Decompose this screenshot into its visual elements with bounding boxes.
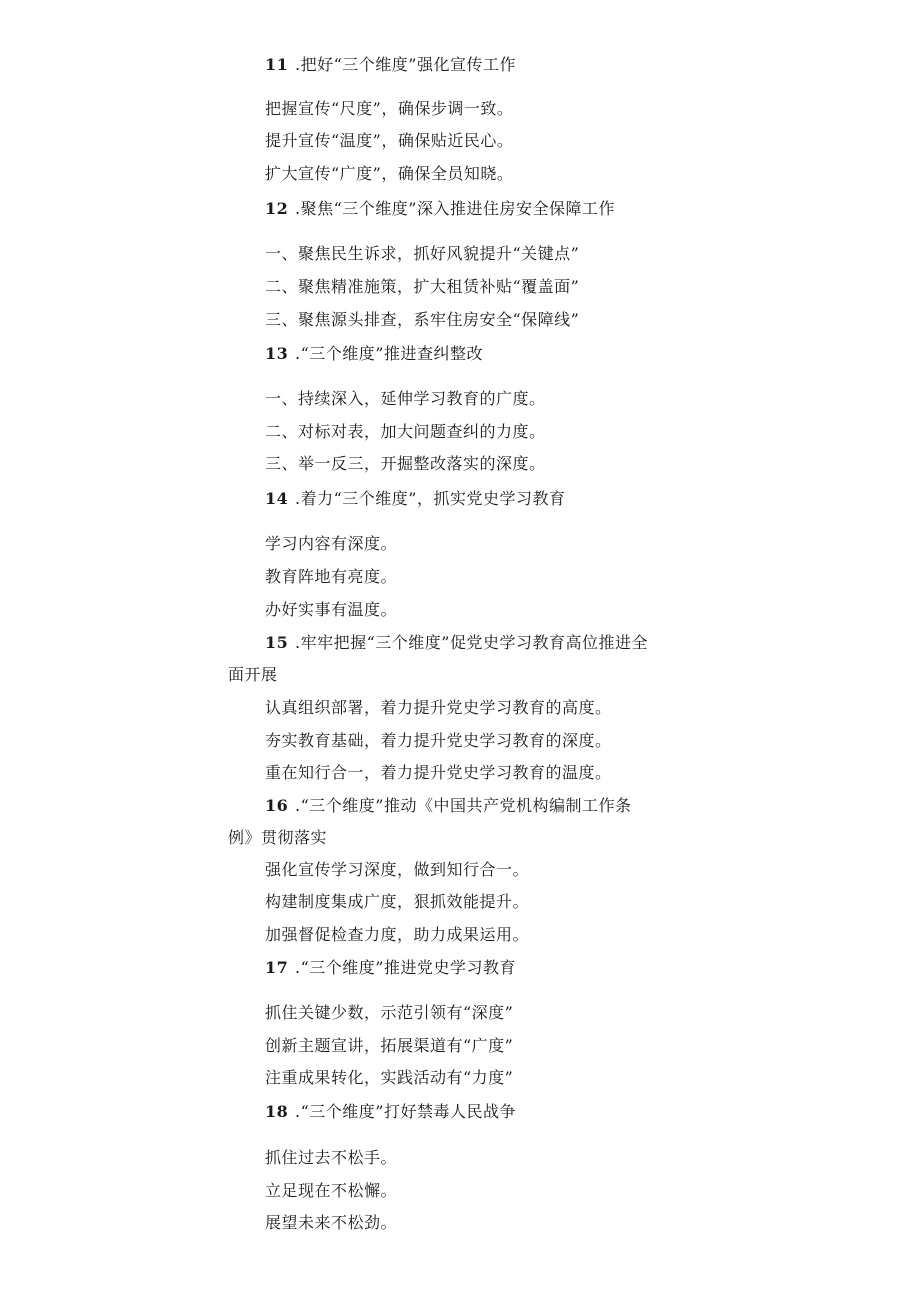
list-item: 认真组织部署，着力提升党史学习教育的高度。 <box>265 698 612 717</box>
section-title: .“三个维度”推进查纠整改 <box>295 344 483 363</box>
section-heading <box>265 958 516 978</box>
list-item: 二、聚焦精准施策，扩大租赁补贴“覆盖面” <box>265 277 580 296</box>
section-number: 13 <box>265 344 289 363</box>
list-item: 提升宣传“温度”，确保贴近民心。 <box>265 131 514 150</box>
list-item: 教育阵地有亮度。 <box>265 567 398 586</box>
list-item: 把握宣传“尺度”，确保步调一致。 <box>265 99 514 118</box>
list-item: 立足现在不松懈。 <box>265 1181 398 1200</box>
section-title-continuation: 例》贯彻落实 <box>228 828 328 847</box>
section-heading <box>265 796 631 816</box>
section-title: .牢牢把握“三个维度”促党史学习教育高位推进全 <box>295 633 648 652</box>
section-number: 16 <box>265 796 289 815</box>
section-title: .着力“三个维度”，抓实党史学习教育 <box>295 489 566 508</box>
list-item: 创新主题宣讲，拓展渠道有“广度” <box>265 1036 514 1055</box>
section-number: 12 <box>265 199 289 218</box>
section-number: 15 <box>265 633 289 652</box>
list-item: 注重成果转化，实践活动有“力度” <box>265 1068 514 1087</box>
list-item: 三、聚焦源头排查，系牢住房安全“保障线” <box>265 310 580 329</box>
section-heading <box>265 489 565 509</box>
list-item: 三、举一反三，开掘整改落实的深度。 <box>265 454 546 473</box>
list-item: 展望未来不松劲。 <box>265 1213 398 1232</box>
list-item: 一、持续深入，延伸学习教育的广度。 <box>265 389 546 408</box>
section-title: .聚焦“三个维度”深入推进住房安全保障工作 <box>295 199 615 218</box>
list-item: 办好实事有温度。 <box>265 600 398 619</box>
section-heading <box>265 1102 516 1122</box>
list-item: 抓住过去不松手。 <box>265 1148 398 1167</box>
section-title: .“三个维度”推进党史学习教育 <box>295 958 516 977</box>
list-item: 加强督促检查力度，助力成果运用。 <box>265 925 530 944</box>
list-item: 抓住关键少数，示范引领有“深度” <box>265 1003 514 1022</box>
section-title: .“三个维度”推动《中国共产党机构编制工作条 <box>295 796 632 815</box>
section-heading <box>265 55 516 75</box>
list-item: 学习内容有深度。 <box>265 534 398 553</box>
section-number: 11 <box>265 55 289 74</box>
list-item: 二、对标对表，加大问题查纠的力度。 <box>265 422 546 441</box>
list-item: 扩大宣传“广度”，确保全员知晓。 <box>265 164 514 183</box>
section-heading <box>265 344 483 364</box>
section-title: .把好“三个维度”强化宣传工作 <box>295 55 516 74</box>
section-number: 17 <box>265 958 289 977</box>
list-item: 强化宣传学习深度，做到知行合一。 <box>265 860 530 879</box>
section-heading <box>265 633 648 653</box>
list-item: 一、聚焦民生诉求，抓好风貌提升“关键点” <box>265 244 580 263</box>
list-item: 重在知行合一，着力提升党史学习教育的温度。 <box>265 763 612 782</box>
section-title-continuation: 面开展 <box>228 665 278 684</box>
section-number: 18 <box>265 1102 289 1121</box>
section-number: 14 <box>265 489 289 508</box>
section-title: .“三个维度”打好禁毒人民战争 <box>295 1102 516 1121</box>
list-item: 构建制度集成广度，狠抓效能提升。 <box>265 892 530 911</box>
section-heading <box>265 199 615 219</box>
list-item: 夯实教育基础，着力提升党史学习教育的深度。 <box>265 731 612 750</box>
